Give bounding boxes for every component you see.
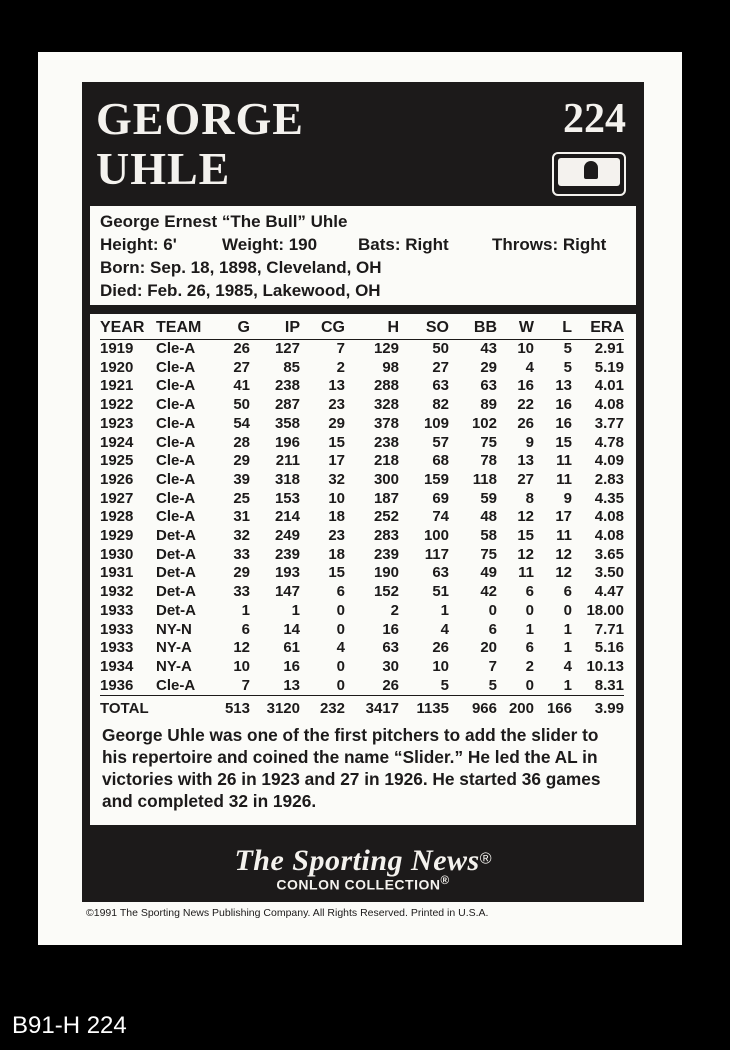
table-row: [100, 490, 624, 509]
stat-cell: Cle-A: [156, 677, 216, 696]
stat-cell: Det-A: [156, 564, 196, 582]
brand-name: The Sporting News: [234, 844, 480, 877]
stat-cell: 39: [233, 470, 250, 488]
stat-cell: 50: [233, 396, 250, 414]
stat-cell: 378: [373, 414, 399, 432]
stat-cell: 25: [233, 489, 250, 507]
stat-cell: 5: [399, 677, 449, 696]
table-row: [100, 527, 624, 546]
table-row: [100, 359, 624, 378]
copyright-text: ©1991 The Sporting News Publishing Company. All Rights Reserved. Printed in U.S.A.: [86, 907, 489, 919]
stat-cell: 196: [274, 433, 300, 451]
stat-cell: 1924: [100, 433, 134, 451]
stat-cell: 211: [275, 452, 300, 470]
stat-cell: 68: [432, 452, 449, 470]
stat-cell: 2.91: [594, 340, 624, 357]
stat-cell: 16: [517, 377, 534, 395]
stat-cell: 27: [517, 470, 534, 488]
stat-cell: 1934: [100, 657, 134, 675]
stat-cell: 15: [328, 564, 345, 582]
stat-cell: 1: [534, 677, 572, 696]
stat-cell: 89: [480, 396, 497, 414]
stat-cell: 42: [480, 583, 497, 601]
stat-cell: Cle-A: [156, 433, 196, 451]
table-row: [100, 396, 624, 415]
stat-cell: 2.83: [594, 470, 624, 488]
stat-cell: 6: [488, 620, 497, 638]
stat-cell: 13: [328, 377, 345, 395]
total-cell: 1135: [416, 700, 449, 718]
stat-cell: 283: [373, 527, 399, 545]
stat-cell: 4.09: [594, 452, 624, 470]
stat-cell: 4: [525, 358, 534, 376]
stat-cell: 15: [328, 433, 345, 451]
stat-cell: 4.35: [594, 489, 624, 507]
stat-cell: 16: [555, 414, 572, 432]
stat-cell: 300: [373, 470, 399, 488]
stat-cell: 75: [480, 545, 497, 563]
stat-cell: 2: [390, 601, 399, 619]
stat-cell: 6: [525, 639, 534, 657]
stat-cell: 358: [274, 414, 300, 432]
stat-cell: 6: [525, 583, 534, 601]
stat-cell: 1928: [100, 508, 134, 526]
stat-cell: 153: [274, 489, 300, 507]
table-row: [100, 415, 624, 434]
stat-cell: 6: [241, 620, 250, 638]
stat-cell: 57: [432, 433, 449, 451]
table-row: [100, 677, 624, 696]
stat-cell: 238: [373, 433, 399, 451]
brand-collection-reg: ®: [440, 874, 450, 887]
stat-cell: 17: [328, 452, 345, 470]
stat-cell: 78: [480, 452, 497, 470]
stats-header-row: [100, 317, 624, 340]
stat-cell: 5: [449, 677, 497, 696]
stat-cell: 4: [563, 657, 572, 675]
stat-cell: 26: [233, 340, 250, 357]
stat-cell: 12: [517, 545, 534, 563]
header-so: SO: [399, 317, 449, 340]
header-bb: BB: [449, 317, 497, 340]
stat-cell: 26: [432, 639, 449, 657]
stat-cell: 1922: [100, 396, 134, 414]
table-row: [100, 434, 624, 453]
stat-cell: 5: [563, 358, 572, 376]
stat-cell: 0: [488, 601, 497, 619]
stat-cell: Det-A: [156, 601, 196, 619]
born: Born: Sep. 18, 1898, Cleveland, OH: [100, 258, 382, 277]
stat-cell: 152: [373, 583, 399, 601]
stat-cell: 18.00: [586, 601, 624, 619]
brand-collection: CONLON COLLECTION: [276, 876, 441, 893]
weight: Weight: 190: [222, 235, 318, 254]
stat-cell: 27: [233, 358, 250, 376]
stats-table: [100, 317, 624, 722]
stat-cell: 11: [556, 527, 572, 545]
stat-cell: Cle-A: [156, 414, 196, 432]
stat-cell: 14: [283, 620, 300, 638]
stat-cell: 1936: [100, 677, 156, 696]
stat-cell: Cle-A: [156, 396, 196, 414]
table-row: [100, 639, 624, 658]
stat-cell: 30: [382, 657, 399, 675]
stat-cell: 3.65: [594, 545, 624, 563]
stat-cell: 1932: [100, 583, 134, 601]
stat-cell: NY-A: [156, 657, 192, 675]
stat-cell: 23: [328, 396, 345, 414]
player-first-name: GEORGE: [96, 93, 304, 144]
header-year: YEAR: [100, 317, 156, 340]
stat-cell: 1929: [100, 527, 134, 545]
stat-cell: Det-A: [156, 583, 196, 601]
stat-cell: 41: [233, 377, 250, 395]
stat-cell: 15: [555, 433, 572, 451]
stat-cell: 63: [432, 377, 449, 395]
stat-cell: 69: [432, 489, 449, 507]
stat-cell: 4.47: [594, 583, 624, 601]
stat-cell: 109: [423, 414, 449, 432]
stat-cell: 1923: [100, 414, 134, 432]
stat-cell: 49: [480, 564, 497, 582]
stat-cell: 127: [274, 340, 300, 357]
stat-cell: 29: [328, 414, 345, 432]
stat-cell: 12: [233, 639, 250, 657]
table-row: [100, 583, 624, 602]
header-ip: IP: [250, 317, 300, 340]
stat-cell: 13: [555, 377, 572, 395]
stat-cell: 8: [525, 489, 534, 507]
stat-cell: 1: [563, 639, 572, 657]
stat-cell: 7: [336, 340, 345, 357]
stat-cell: 147: [274, 583, 300, 601]
stat-cell: Det-A: [156, 527, 196, 545]
stat-cell: 16: [555, 396, 572, 414]
stat-cell: 23: [328, 527, 345, 545]
stat-cell: 48: [480, 508, 497, 526]
stat-cell: 4.78: [594, 433, 624, 451]
header-team: TEAM: [156, 317, 216, 340]
stat-cell: 10.13: [586, 657, 624, 675]
stat-cell: 0: [300, 677, 345, 696]
stat-cell: NY-N: [156, 620, 192, 638]
mlb-logo-icon: [552, 152, 626, 196]
stat-cell: 43: [480, 340, 497, 357]
stat-cell: 12: [517, 508, 534, 526]
stat-cell: 6: [563, 583, 572, 601]
stats-box: [90, 314, 636, 825]
stat-cell: 100: [423, 527, 449, 545]
stat-cell: Det-A: [156, 545, 196, 563]
stat-cell: 5: [563, 340, 572, 357]
stat-cell: 15: [517, 527, 534, 545]
total-cell: 3417: [365, 700, 399, 718]
stat-cell: 59: [480, 489, 497, 507]
stat-cell: 1930: [100, 545, 134, 563]
stat-cell: 1933: [100, 601, 134, 619]
stat-cell: 6: [336, 583, 345, 601]
stat-cell: 0: [497, 677, 534, 696]
stat-cell: 1: [563, 620, 572, 638]
table-row: [100, 508, 624, 527]
stat-cell: 50: [432, 340, 449, 357]
stat-cell: 1919: [100, 340, 134, 357]
total-cell: 966: [471, 700, 497, 718]
table-row: [100, 621, 624, 640]
stat-cell: 4.08: [594, 508, 624, 526]
header-w: W: [497, 317, 534, 340]
stat-cell: 4.01: [594, 377, 624, 395]
stat-cell: 18: [328, 508, 345, 526]
stat-cell: 13: [517, 452, 534, 470]
stat-cell: 2: [525, 657, 534, 675]
stat-cell: 5.16: [594, 639, 624, 657]
stat-cell: 82: [432, 396, 449, 414]
table-row: [100, 658, 624, 677]
stat-cell: 218: [373, 452, 399, 470]
stat-cell: 51: [432, 583, 449, 601]
throws: Throws: Right: [492, 235, 607, 254]
stat-cell: 17: [555, 508, 572, 526]
stat-cell: 10: [233, 657, 250, 675]
total-cell: 200: [508, 700, 534, 718]
died: Died: Feb. 26, 1985, Lakewood, OH: [100, 281, 381, 300]
stat-cell: 117: [424, 545, 449, 563]
stat-cell: 33: [233, 583, 250, 601]
table-row: [100, 340, 624, 359]
stat-cell: 193: [274, 564, 300, 582]
stat-cell: 1933: [100, 620, 134, 638]
stat-cell: 63: [382, 639, 399, 657]
player-name: [96, 94, 304, 194]
stat-cell: 22: [517, 396, 534, 414]
stat-cell: 129: [373, 340, 399, 357]
stat-cell: 252: [373, 508, 399, 526]
stat-cell: 16: [382, 620, 399, 638]
bio-box: [90, 206, 636, 305]
stat-cell: 3.50: [594, 564, 624, 582]
stat-cell: 239: [373, 545, 399, 563]
player-last-name: UHLE: [96, 143, 231, 194]
card-panel: [82, 82, 644, 902]
stat-cell: 28: [233, 433, 250, 451]
stat-cell: 31: [233, 508, 250, 526]
stat-cell: 27: [432, 358, 449, 376]
stat-cell: 0: [336, 657, 345, 675]
stat-cell: 29: [233, 564, 250, 582]
stat-cell: 4: [440, 620, 449, 638]
full-name: George Ernest “The Bull” Uhle: [100, 212, 348, 231]
stat-cell: 10: [432, 657, 449, 675]
table-row: [100, 377, 624, 396]
table-row: [100, 546, 624, 565]
stat-cell: 214: [274, 508, 300, 526]
table-row: [100, 452, 624, 471]
stat-cell: 32: [233, 527, 250, 545]
stat-cell: 238: [274, 377, 300, 395]
stat-cell: 13: [250, 677, 300, 696]
header-cg: CG: [300, 317, 345, 340]
stat-cell: 187: [373, 489, 399, 507]
total-row: [100, 696, 624, 723]
stat-cell: 10: [328, 489, 345, 507]
stat-cell: 287: [274, 396, 300, 414]
total-cell: 513: [224, 700, 250, 718]
stat-cell: 18: [328, 545, 345, 563]
stat-cell: 190: [373, 564, 399, 582]
stat-cell: 318: [274, 470, 300, 488]
stat-cell: 1933: [100, 639, 134, 657]
header-era: ERA: [572, 317, 624, 340]
stat-cell: 1926: [100, 470, 134, 488]
stat-cell: 4.08: [594, 396, 624, 414]
stat-cell: 98: [382, 358, 399, 376]
stat-cell: 239: [274, 545, 300, 563]
total-cell: 232: [319, 700, 345, 718]
stat-cell: 1927: [100, 489, 134, 507]
stat-cell: 61: [283, 639, 300, 657]
baseball-card: [38, 52, 682, 945]
stat-cell: 74: [432, 508, 449, 526]
card-number: 224: [563, 96, 626, 142]
bio-blurb: George Uhle was one of the first pitchers to add the slider to his repertoire and coined the name “Slider.” He led the AL in victories with 26 in 1923 and 27 in 1926. He started 36 games and completed 32 in 1926.: [102, 725, 601, 811]
stat-cell: 26: [517, 414, 534, 432]
stat-cell: Cle-A: [156, 489, 196, 507]
stat-cell: 29: [233, 452, 250, 470]
stat-cell: 5.19: [594, 358, 624, 376]
stat-cell: 1920: [100, 358, 134, 376]
stat-cell: 328: [373, 396, 399, 414]
stat-cell: 118: [472, 470, 497, 488]
stat-cell: 0: [336, 601, 345, 619]
stat-cell: 0: [336, 620, 345, 638]
stat-cell: 58: [480, 527, 497, 545]
stat-cell: 1: [525, 620, 534, 638]
header-l: L: [534, 317, 572, 340]
stat-cell: 85: [283, 358, 300, 376]
stat-cell: Cle-A: [156, 508, 196, 526]
total-cell: TOTAL: [100, 700, 149, 718]
stat-cell: 26: [345, 677, 399, 696]
stat-cell: Cle-A: [156, 340, 196, 357]
stat-cell: NY-A: [156, 639, 192, 657]
stat-cell: 7.71: [594, 620, 624, 638]
stat-cell: 9: [525, 433, 534, 451]
stat-cell: 0: [563, 601, 572, 619]
stat-cell: Cle-A: [156, 358, 196, 376]
stat-cell: 4.08: [594, 527, 624, 545]
stat-cell: 1: [440, 601, 449, 619]
total-cell: 3.99: [594, 700, 624, 718]
stat-cell: 1931: [100, 564, 134, 582]
table-row: [100, 602, 624, 621]
total-cell: [156, 696, 216, 723]
header-h: H: [345, 317, 399, 340]
bats: Bats: Right: [358, 235, 449, 254]
stat-cell: 1: [241, 601, 250, 619]
stat-cell: 54: [233, 414, 250, 432]
stat-cell: 11: [518, 564, 534, 582]
stat-cell: 1921: [100, 377, 134, 395]
stat-cell: 12: [555, 545, 572, 563]
stat-cell: 9: [563, 489, 572, 507]
total-cell: 3120: [266, 700, 300, 718]
stat-cell: 7: [216, 677, 250, 696]
stat-cell: 102: [471, 414, 497, 432]
stat-cell: Cle-A: [156, 377, 196, 395]
table-row: [100, 471, 624, 490]
stat-cell: 20: [480, 639, 497, 657]
brand-logo: [82, 844, 644, 893]
stat-cell: 16: [283, 657, 300, 675]
stat-cell: 63: [432, 564, 449, 582]
stat-cell: 33: [233, 545, 250, 563]
stat-cell: 2: [336, 358, 345, 376]
height: Height: 6': [100, 235, 177, 254]
stat-cell: 32: [328, 470, 345, 488]
stat-cell: 11: [556, 470, 572, 488]
stat-cell: 249: [274, 527, 300, 545]
stat-cell: 1925: [100, 452, 134, 470]
stat-cell: 63: [480, 377, 497, 395]
stat-cell: 7: [488, 657, 497, 675]
stat-cell: 159: [423, 470, 449, 488]
stat-cell: 11: [556, 452, 572, 470]
stat-cell: 75: [480, 433, 497, 451]
stat-cell: 4: [336, 639, 345, 657]
stat-cell: 12: [555, 564, 572, 582]
header-g: G: [216, 317, 250, 340]
stat-cell: 10: [517, 340, 534, 357]
brand-reg: ®: [479, 850, 492, 868]
stat-cell: 0: [525, 601, 534, 619]
stat-cell: 1: [291, 601, 300, 619]
inventory-caption: B91-H 224: [12, 1012, 127, 1039]
stat-cell: 3.77: [594, 414, 624, 432]
table-row: [100, 564, 624, 583]
total-cell: 166: [546, 700, 572, 718]
stat-cell: Cle-A: [156, 452, 196, 470]
stat-cell: Cle-A: [156, 470, 196, 488]
stat-cell: 288: [373, 377, 399, 395]
stat-cell: 8.31: [572, 677, 624, 696]
stat-cell: 29: [480, 358, 497, 376]
